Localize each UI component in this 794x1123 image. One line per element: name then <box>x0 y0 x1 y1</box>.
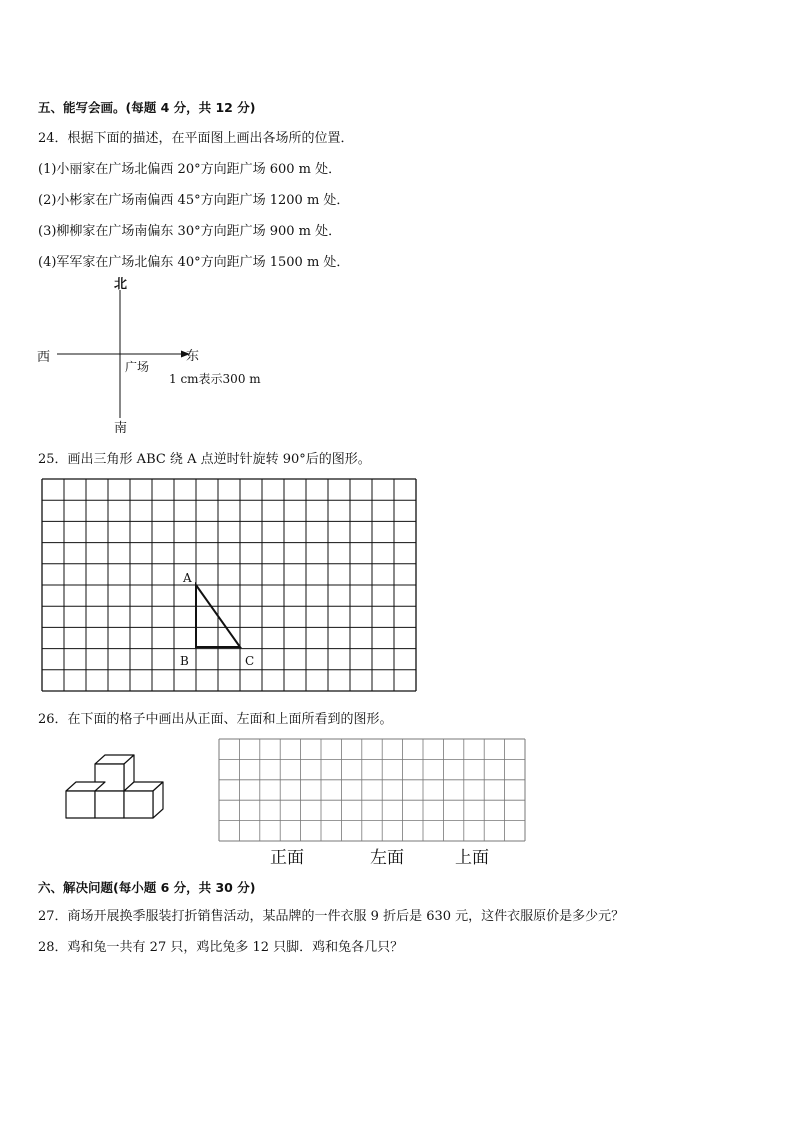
east-label: 东 <box>186 349 200 364</box>
question-24-item-3: (3)柳柳家在广场南偏东 30°方向距广场 900 m 处． <box>38 224 342 239</box>
west-label: 西 <box>37 350 51 365</box>
vertex-b-label: B <box>180 654 189 668</box>
question-26-prompt: 26．在下面的格子中画出从正面、左面和上面所看到的图形。 <box>38 712 393 727</box>
top-view-label: 上面 <box>455 848 489 868</box>
question-24-item-1: (1)小丽家在广场北偏西 20°方向距广场 600 m 处． <box>38 162 342 177</box>
front-view-label: 正面 <box>270 848 304 868</box>
view-grid <box>219 739 525 841</box>
plaza-label: 广场 <box>125 360 150 374</box>
left-view-label: 左面 <box>370 848 404 868</box>
question-28-prompt: 28．鸡和兔一共有 27 只，鸡比兔多 12 只脚．鸡和兔各几只？ <box>38 940 404 955</box>
section-6-title: 六、解决问题(每小题 6 分，共 30 分) <box>38 880 256 895</box>
scale-label: 1 cm表示300 m <box>169 372 261 386</box>
section-5-title: 五、能写会画。(每题 4 分，共 12 分) <box>38 100 256 115</box>
question-24-prompt: 24．根据下面的描述，在平面图上画出各场所的位置． <box>38 131 354 146</box>
question-25-prompt: 25．画出三角形 ABC 绕 A 点逆时针旋转 90°后的图形。 <box>38 452 371 467</box>
north-label: 北 <box>114 277 128 292</box>
vertex-a-label: A <box>183 571 192 585</box>
south-label: 南 <box>114 421 128 436</box>
vertex-c-label: C <box>245 654 255 668</box>
question-24-item-2: (2)小彬家在广场南偏西 45°方向距广场 1200 m 处． <box>38 193 350 208</box>
question-27-prompt: 27．商场开展换季服装打折销售活动，某品牌的一件衣服 9 折后是 630 元，这件衣服原价是多少元？ <box>38 909 625 924</box>
question-24-item-4: (4)军军家在广场北偏东 40°方向距广场 1500 m 处． <box>38 255 350 270</box>
